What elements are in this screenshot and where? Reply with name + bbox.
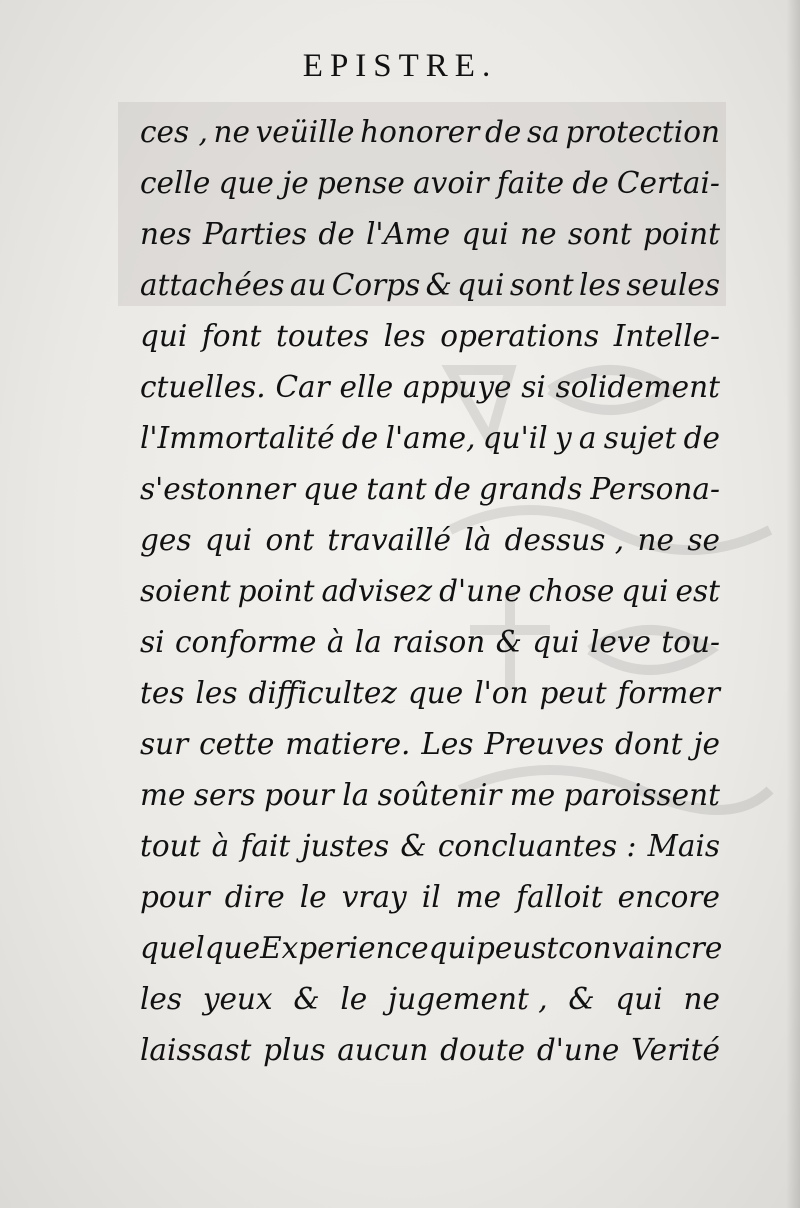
word: & [495,625,522,659]
text-line [140,107,720,158]
word: tant [366,472,427,506]
word: que [407,676,464,710]
text-line [140,770,720,821]
word: font [201,319,262,353]
word: est [675,574,720,608]
word: Les [421,727,474,761]
word: l'Ame [365,217,451,251]
word: pour [264,778,334,812]
word: falloit [516,880,603,914]
word: de [572,166,609,200]
text-line [140,974,720,1025]
word: faite [496,166,565,200]
word: honorer [360,115,480,149]
word: & [425,268,452,302]
text-line [140,362,720,413]
word: point [237,574,315,608]
word: pense [316,166,405,200]
word: pour [140,880,210,914]
word: sers [193,778,256,812]
word: sont [567,217,632,251]
word: plus [263,1033,326,1067]
word: que [302,472,359,506]
word: travaillé [327,523,451,557]
word: dessus , [504,523,625,557]
word: & [293,982,320,1016]
word: de [683,421,720,455]
word: tou- [661,625,720,659]
word: si [521,370,546,404]
text-line [140,311,720,362]
word: Mais [647,829,720,863]
word: appuye [403,370,512,404]
word: je [282,166,309,200]
word: celle [140,166,211,200]
text-line [140,260,720,311]
word: former [617,676,720,710]
word: ces , [140,115,208,149]
word: ne [213,115,250,149]
word: à [326,625,345,659]
word: Parties [202,217,308,251]
word: cette [199,727,275,761]
text-line [140,413,720,464]
word: que [218,166,274,200]
word: de [318,217,355,251]
word: tout [140,829,201,863]
body-text [140,107,723,1076]
word: Corps [331,268,421,302]
text-line [140,515,720,566]
word: d'une [439,574,522,608]
word: Verité [631,1033,720,1067]
word: Experience [260,931,429,965]
word: veüille [255,115,355,149]
word: solidement [555,370,720,404]
word: de [434,472,471,506]
word: sur [140,727,189,761]
word: raison [392,625,486,659]
word: Persona- [590,472,720,506]
word: advisez [321,574,433,608]
word: paroissent [563,778,720,812]
word: fait [240,829,291,863]
word: l'on [474,676,529,710]
word: la [342,778,370,812]
word: qui [621,574,669,608]
word: yeux [202,982,273,1016]
word: ne [637,523,674,557]
word: dire [224,880,285,914]
word: justes [301,829,390,863]
word: elle [339,370,394,404]
word: de [341,421,379,455]
word: Certai- [616,166,720,200]
word: toutes [275,319,370,353]
word: ctuelles. [140,370,266,404]
word: conforme [174,625,317,659]
word: ne [683,982,720,1016]
word: dont [614,727,683,761]
word: qu'il [482,421,548,455]
text-line [140,668,720,719]
word: les [578,268,621,302]
word: peust [475,931,559,965]
word: seules [626,268,720,302]
text-line [140,566,720,617]
word: matiere. [285,727,411,761]
word: avoir [413,166,489,200]
text-line [140,464,720,515]
word: encore [617,880,720,914]
word: les [140,982,183,1016]
text-line [140,1025,720,1076]
word: à [211,829,230,863]
text-line [140,923,723,974]
word: me [140,778,186,812]
word: me [455,880,502,914]
word: l'Immortalité [140,421,335,455]
word: peut [539,676,607,710]
word: Preuves [484,727,605,761]
word: de [484,115,522,149]
word: & [568,982,595,1016]
word: je [693,727,720,761]
word: grands [478,472,583,506]
word: le [299,880,327,914]
word: qui [615,982,663,1016]
word: convaincre [558,931,723,965]
word: attachées [140,268,285,302]
word: concluantes : [437,829,637,863]
word: qui [204,523,253,557]
word: l'ame, [385,421,476,455]
word: a [578,421,597,455]
word: sa [526,115,560,149]
word: soient [140,574,231,608]
word: chose [528,574,615,608]
text-line [140,872,720,923]
word: sont [509,268,574,302]
running-head: EPISTRE. [302,48,498,84]
word: operations [440,319,600,353]
word: point [642,217,720,251]
word: aucun [337,1033,429,1067]
text-line [140,209,720,260]
text-line [140,719,720,770]
word: qui [532,625,580,659]
word: laissast [140,1033,252,1067]
word: protection [565,115,720,149]
word: qui [428,931,476,965]
word: leve [589,625,651,659]
word: d'une [536,1033,620,1067]
word: il [421,880,441,914]
word: la [354,625,382,659]
word: qui [461,217,509,251]
word: s'estonner [140,472,296,506]
word: soûtenir [377,778,502,812]
text-line [140,821,720,872]
word: tes [140,676,185,710]
word: les [383,319,426,353]
word: & [400,829,427,863]
word: jugement , [388,982,548,1016]
word: ont [265,523,315,557]
word: y [554,421,572,455]
word: difficultez [248,676,397,710]
word: nes [140,217,192,251]
word: quelque [140,931,261,965]
text-line [140,617,720,668]
text-line [140,158,720,209]
word: au [289,268,327,302]
word: sujet [603,421,677,455]
word: les [195,676,238,710]
word: se [687,523,720,557]
word: Intelle- [613,319,720,353]
word: qui [457,268,505,302]
word: vray [341,880,407,914]
word: me [509,778,556,812]
word: ne [520,217,557,251]
word: là [464,523,492,557]
word: si [140,625,165,659]
word: qui [140,319,188,353]
page-edge-shadow [786,0,800,1208]
word: le [340,982,368,1016]
word: doute [440,1033,526,1067]
word: ges [140,523,192,557]
word: Car [275,370,330,404]
